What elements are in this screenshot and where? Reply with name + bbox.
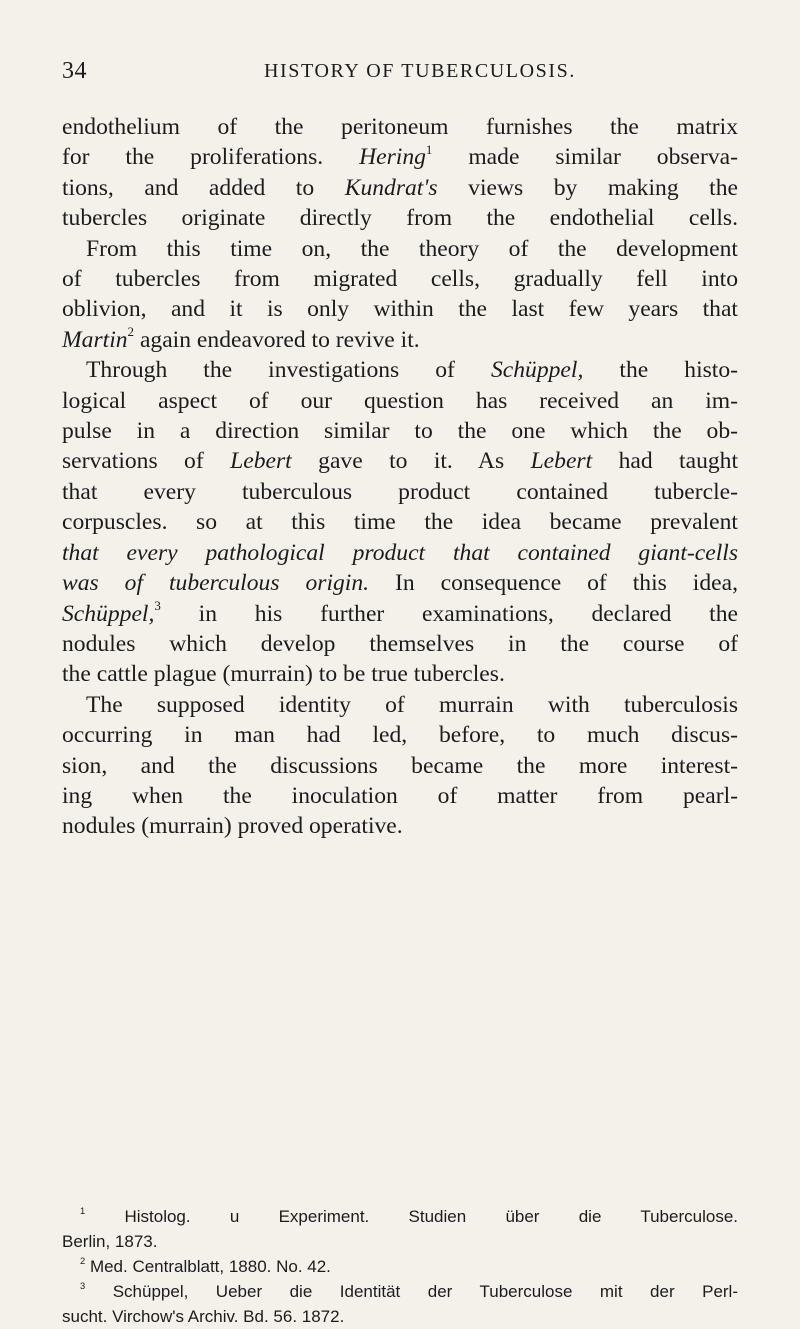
emphasis-text: was of tuberculous origin. xyxy=(62,570,370,597)
text-line: Schüppel,$^3$ in his further examinations, declared the xyxy=(62,597,738,627)
page-number: 34 xyxy=(62,58,87,84)
text-line: endothelium of the peritoneum furnishes the matrix xyxy=(62,114,738,140)
text-line: ing when the inoculation of matter from pearl- xyxy=(62,782,738,809)
text-line: occurring in man had led, before, to much discus- xyxy=(62,722,738,749)
text-line: Martin$^2$ again endeavored to revive it. xyxy=(62,324,420,353)
text-line: sion, and the discussions became the more interest- xyxy=(62,752,738,779)
text-line: logical aspect of our question has received an im- xyxy=(62,387,738,414)
emphasis-text: that every pathological product that contained giant-cells xyxy=(62,539,738,566)
author-name: Lebert xyxy=(530,448,593,475)
text-line xyxy=(62,538,738,568)
text-line: oblivion, and it is only within the last few years that xyxy=(62,296,738,323)
running-head xyxy=(62,58,738,98)
footnotes xyxy=(62,1204,738,1329)
text-line: corpuscles. so at this time the idea became prevalent xyxy=(62,509,738,536)
text-line: that every tuberculous product contained tubercle- xyxy=(62,478,738,505)
footnote-ref: 2 xyxy=(127,324,135,340)
footnote: $^1$ Histolog. u Experiment. Studien über die Tuberculose. xyxy=(80,1205,738,1226)
footnote-marker: 1 xyxy=(80,1205,86,1216)
author-name: Lebert xyxy=(230,448,292,475)
footnote-continuation: Berlin, 1873. xyxy=(62,1232,158,1251)
text-line: for the proliferations. Hering$^1$ made similar observa- xyxy=(62,141,738,171)
text-line: pulse in a direction similar to the one which the ob- xyxy=(62,418,738,445)
text-line: From this time on, the theory of the development xyxy=(86,235,738,262)
footnote-marker: 2 xyxy=(80,1255,86,1266)
text-line: tubercles originate directly from the endothelial cells. xyxy=(62,205,738,232)
footnote-ref: 3 xyxy=(154,597,161,613)
text-line: nodules (murrain) proved operative. xyxy=(62,813,403,840)
author-name: Schüppel, xyxy=(490,357,584,384)
text-line: Through the investigations of Schüppel, the histo- xyxy=(86,357,739,384)
author-name: Kundrat's xyxy=(344,174,438,201)
text-line: the cattle plague (murrain) to be true tubercles. xyxy=(62,661,505,688)
text-line: nodules which develop themselves in the course of xyxy=(62,630,738,657)
text-line: The supposed identity of murrain with tuberculosis xyxy=(86,691,738,718)
text-line: servations of Lebert gave to it. As Lebert had taught xyxy=(62,448,739,475)
footnote: $^3$ Schüppel, Ueber die Identität der Tuberculose mit der Perl- xyxy=(80,1280,738,1301)
text-line: was of tuberculous origin. In consequence of this idea, xyxy=(62,570,738,597)
author-name: Hering xyxy=(359,144,426,171)
text-line: of tubercles from migrated cells, gradually fell into xyxy=(62,266,738,293)
footnote-ref: 1 xyxy=(425,141,433,157)
text-line: tions, and added to Kundrat's views by making the xyxy=(62,174,738,201)
body-text xyxy=(62,112,738,842)
author-name: Schüppel, xyxy=(62,600,155,627)
running-title: HISTORY OF TUBERCULOSIS. xyxy=(264,60,576,82)
footnote-marker: 3 xyxy=(80,1280,86,1291)
footnote: $^2$ Med. Centralblatt, 1880. No. 42. xyxy=(80,1255,331,1276)
author-name: Martin xyxy=(62,326,128,353)
footnote-continuation: sucht. Virchow's Archiv. Bd. 56. 1872. xyxy=(62,1307,345,1326)
